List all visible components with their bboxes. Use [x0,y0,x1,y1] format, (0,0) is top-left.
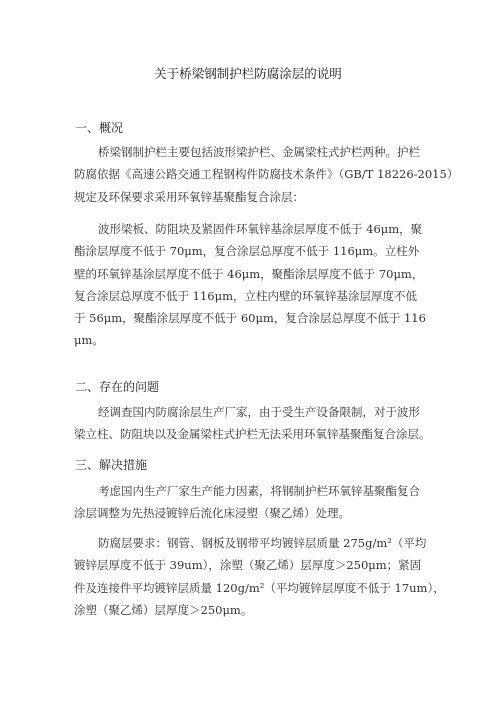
paragraph [74,401,431,446]
text-line: 酯涂层厚度不低于 70μm，复合涂层总厚度不低于 116μm。立柱外 [74,244,420,259]
paragraph [74,218,426,352]
section-heading-overview: 一、概况 [75,121,124,135]
text-line: 桥梁钢制护栏主要包括波形梁护栏、金属梁柱式护栏两种。护栏 [98,145,420,159]
text-line: 于 56μm，聚酯涂层厚度不低于 60μm，复合涂层总厚度不低于 116 [74,311,426,326]
text-line: 件及连接件平均镀锌层质量 120g/m²（平均镀锌层厚度不低于 17um）， [74,580,445,595]
document-title: 关于桥梁钢制护栏防腐涂层的说明 [154,66,342,81]
text-line: 涂塑（聚乙烯）层厚度＞250μm。 [74,602,253,617]
section-heading-problems: 二、存在的问题 [75,380,160,394]
text-line: 波形梁板、防阻块及紧固件环氧锌基涂层厚度不低于 46μm，聚 [98,222,423,236]
paragraph [74,532,445,621]
section-heading-measures: 三、解决措施 [75,458,148,472]
text-line: 涂层调整为先热浸镀锌后流化床浸塑（聚乙烯）处理。 [74,506,350,521]
text-line: 规定及环保要求采用环氧锌基聚酯复合涂层： [74,189,304,204]
text-line: 复合涂层总厚度不低于 116μm，立柱内壁的环氧锌基涂层厚度不低 [74,288,417,303]
text-line: 防腐依据《高速公路交通工程钢构件防腐技术条件》（GB/T 18226-2015） [74,167,459,182]
text-line: 镀锌层厚度不低于 39um），涂塑（聚乙烯）层厚度＞250μm；紧固 [74,558,422,573]
text-line: 梁立柱、防阻块以及金属梁柱式护栏无法采用环氧锌基聚酯复合涂层。 [74,427,431,442]
text-line: 考虑国内生产厂家生产能力因素，将钢制护栏环氧锌基聚酯复合 [98,484,420,498]
text-line: 防腐层要求：钢管、钢板及钢带平均镀锌层质量 275g/m²（平均 [98,536,427,550]
text-line: 壁的环氧锌基涂层厚度不低于 46μm，聚酯涂层厚度不低于 70μm， [74,266,424,281]
paragraph [74,141,459,208]
text-line: μm。 [74,333,104,348]
text-line: 经调查国内防腐涂层生产厂家，由于受生产设备限制，对于波形 [98,405,420,419]
paragraph [74,480,426,525]
